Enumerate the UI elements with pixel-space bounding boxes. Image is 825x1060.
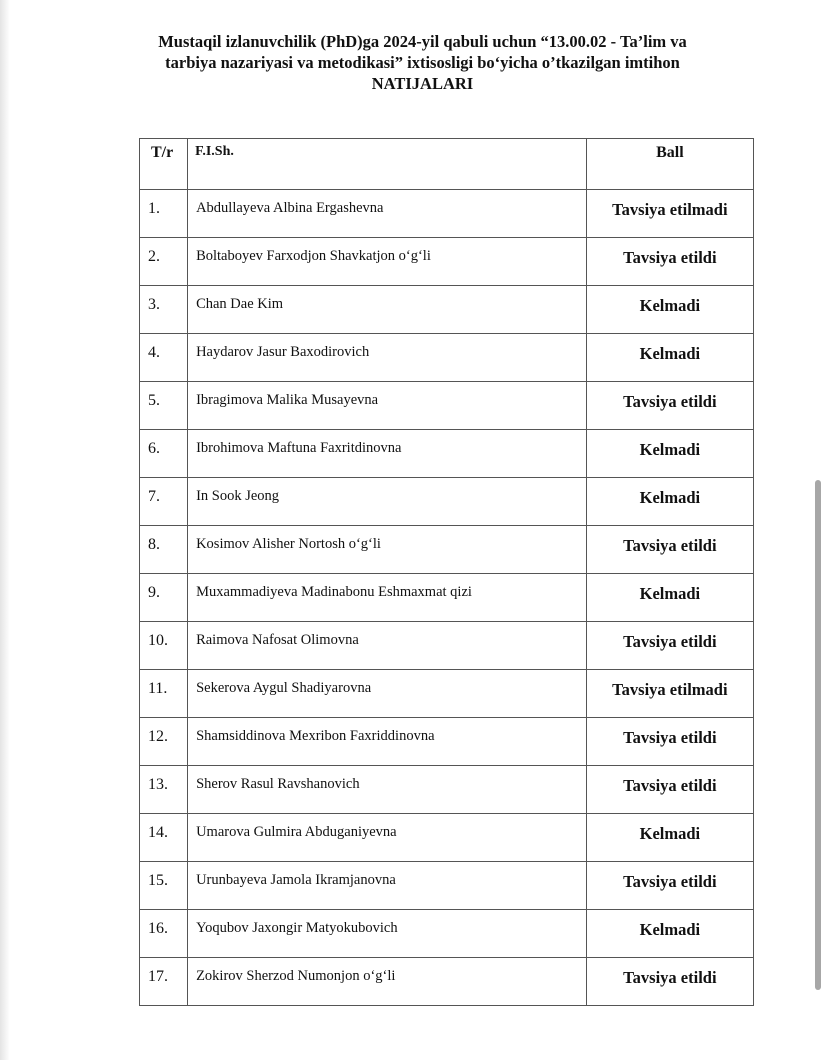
table-row [140,382,754,430]
row-ball-cell [586,526,753,574]
row-num-cell [140,430,188,478]
document-title [60,31,785,94]
row-full-name: Ibrohimova Maftuna Faxritdinovna [196,440,402,456]
table-row [140,910,754,958]
row-full-name: Shamsiddinova Mexribon Faxriddinovna [196,728,435,744]
row-ball-cell [586,622,753,670]
row-num-cell [140,766,188,814]
row-ball-cell [586,334,753,382]
row-ball-cell [586,718,753,766]
row-num-cell [140,574,188,622]
row-ball-cell [586,190,753,238]
row-num-cell [140,334,188,382]
row-full-name: Sherov Rasul Ravshanovich [196,776,360,792]
title-line-1: Mustaqil izlanuvchilik (PhD)ga 2024-yil qabuli uchun “13.00.02 - Ta’lim va [158,32,687,51]
row-number: 11. [148,680,168,697]
row-number: 3. [148,296,160,313]
row-name-cell [188,670,587,718]
row-result: Tavsiya etilmadi [612,200,728,219]
row-name-cell [188,862,587,910]
row-full-name: Haydarov Jasur Baxodirovich [196,344,370,360]
page-edge [0,0,10,1060]
row-num-cell [140,910,188,958]
row-name-cell [188,334,587,382]
row-ball-cell [586,958,753,1006]
table-row [140,958,754,1006]
row-full-name: Muxammadiyeva Madinabonu Eshmaxmat qizi [196,584,472,600]
row-num-cell [140,670,188,718]
table-row [140,862,754,910]
header-cell-ball [586,139,753,190]
table-row [140,238,754,286]
row-full-name: In Sook Jeong [196,488,280,504]
row-num-cell [140,286,188,334]
table-row [140,334,754,382]
row-result: Tavsiya etilmadi [612,680,728,699]
row-result: Tavsiya etildi [623,536,717,555]
row-number: 16. [148,920,168,937]
row-ball-cell [586,430,753,478]
row-num-cell [140,718,188,766]
row-num-cell [140,526,188,574]
row-result: Kelmadi [639,824,701,843]
title-line-3: NATIJALARI [371,74,474,93]
row-name-cell [188,574,587,622]
row-result: Kelmadi [639,296,701,315]
row-number: 5. [148,392,160,409]
row-result: Kelmadi [639,344,701,363]
row-name-cell [188,958,587,1006]
table-row [140,478,754,526]
table-row [140,190,754,238]
row-result: Tavsiya etildi [623,248,717,267]
row-ball-cell [586,574,753,622]
row-full-name: Sekerova Aygul Shadiyarovna [196,680,372,696]
row-result: Tavsiya etildi [623,728,717,747]
row-result: Tavsiya etildi [623,968,717,987]
row-number: 4. [148,344,160,361]
row-result: Kelmadi [639,488,701,507]
row-num-cell [140,190,188,238]
table-row [140,430,754,478]
row-name-cell [188,286,587,334]
row-name-cell [188,622,587,670]
row-num-cell [140,622,188,670]
row-number: 10. [148,632,168,649]
table-row [140,286,754,334]
row-num-cell [140,478,188,526]
row-full-name: Boltaboyev Farxodjon Shavkatjon o‘g‘li [196,248,431,264]
row-name-cell [188,718,587,766]
row-name-cell [188,238,587,286]
results-table [139,138,754,1006]
header-cell-name [188,139,587,190]
header-ball: Ball [656,144,684,161]
row-number: 6. [148,440,160,457]
row-number: 1. [148,200,160,217]
row-ball-cell [586,910,753,958]
row-name-cell [188,430,587,478]
table-row [140,814,754,862]
row-num-cell [140,238,188,286]
row-name-cell [188,526,587,574]
row-number: 15. [148,872,168,889]
row-name-cell [188,190,587,238]
table-row [140,574,754,622]
row-result: Tavsiya etildi [623,392,717,411]
row-ball-cell [586,286,753,334]
row-num-cell [140,958,188,1006]
row-result: Kelmadi [639,440,701,459]
row-full-name: Urunbayeva Jamola Ikramjanovna [196,872,396,888]
row-full-name: Zokirov Sherzod Numonjon o‘g‘li [196,968,396,984]
row-ball-cell [586,862,753,910]
row-name-cell [188,910,587,958]
row-number: 8. [148,536,160,553]
row-full-name: Ibragimova Malika Musayevna [196,392,379,408]
title-line-2: tarbiya nazariyasi va metodikasi” ixtisosligi bo‘yicha o’tkazilgan imtihon [165,53,680,72]
table-row [140,622,754,670]
row-number: 12. [148,728,168,745]
row-number: 14. [148,824,168,841]
row-ball-cell [586,478,753,526]
row-number: 7. [148,488,160,505]
row-num-cell [140,814,188,862]
row-num-cell [140,382,188,430]
row-name-cell [188,814,587,862]
row-number: 17. [148,968,168,985]
row-ball-cell [586,238,753,286]
table-row [140,718,754,766]
row-name-cell [188,478,587,526]
row-full-name: Umarova Gulmira Abduganiyevna [196,824,397,840]
table-row [140,670,754,718]
row-result: Tavsiya etildi [623,872,717,891]
row-full-name: Raimova Nafosat Olimovna [196,632,359,648]
row-num-cell [140,862,188,910]
row-result: Tavsiya etildi [623,776,717,795]
row-ball-cell [586,382,753,430]
header-name: F.I.Sh. [195,144,234,159]
row-result: Kelmadi [639,920,701,939]
table-header-row [140,139,754,190]
row-name-cell [188,382,587,430]
row-number: 13. [148,776,168,793]
row-ball-cell [586,814,753,862]
row-number: 9. [148,584,160,601]
row-full-name: Kosimov Alisher Nortosh o‘g‘li [196,536,381,552]
row-full-name: Chan Dae Kim [196,296,284,312]
vertical-scrollbar[interactable] [815,480,821,990]
table-row [140,766,754,814]
row-result: Tavsiya etildi [623,632,717,651]
row-name-cell [188,766,587,814]
row-full-name: Abdullayeva Albina Ergashevna [196,200,384,216]
table-row [140,526,754,574]
header-cell-num [140,139,188,190]
header-num: T/r [151,144,174,161]
row-number: 2. [148,248,160,265]
row-ball-cell [586,670,753,718]
row-ball-cell [586,766,753,814]
row-result: Kelmadi [639,584,701,603]
row-full-name: Yoqubov Jaxongir Matyokubovich [196,920,398,936]
